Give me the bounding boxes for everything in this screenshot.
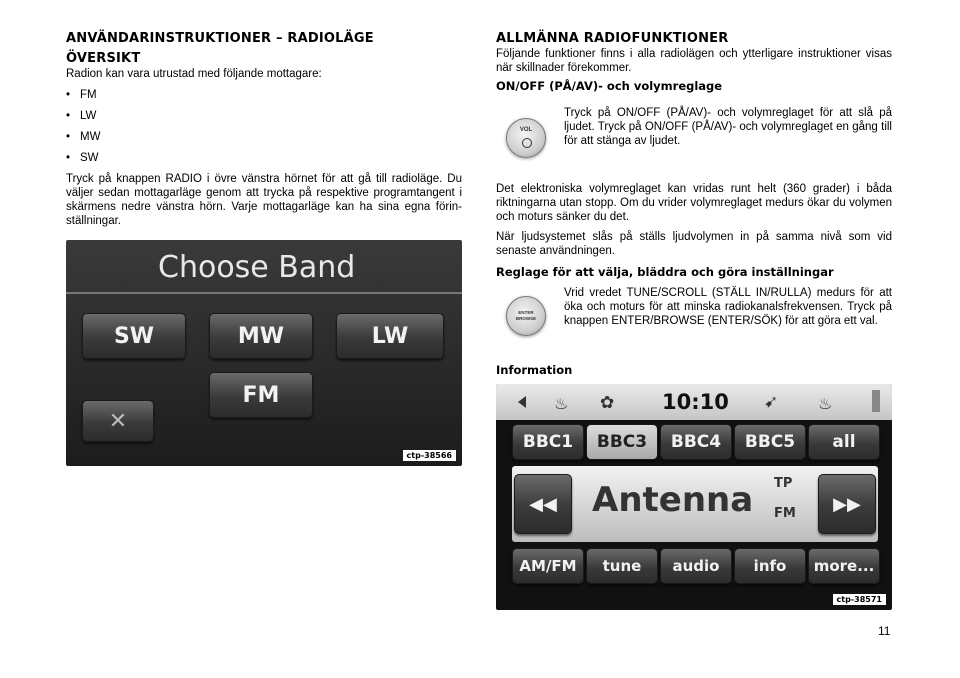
section-title: ALLMÄNNA RADIOFUNKTIONER <box>496 31 729 46</box>
intro-text: Radion kan vara utrustad med följande mottagare: <box>66 68 322 80</box>
volume-knob-icon: VOL <box>506 118 546 158</box>
climate-icon[interactable]: ➹ <box>764 392 779 411</box>
enter-browse-knob-icon: ENTER BROWSE <box>506 296 546 336</box>
clock-time: 10:10 <box>662 390 729 414</box>
volume-paragraph: Det elektroniska volymreglaget kan vridas runt helt (360 grader) i båda riktningarna utan stopp. Om du vrider volymreglaget medurs ökar du volymen och moturs sänker du det. <box>496 183 892 223</box>
tune-button[interactable]: tune <box>586 548 658 584</box>
choose-band-image <box>66 240 462 466</box>
information-heading: Information <box>496 363 573 377</box>
close-icon[interactable]: ✕ <box>82 400 154 442</box>
more-button[interactable]: more... <box>808 548 880 584</box>
onoff-heading: ON/OFF (PÅ/AV)- och volymreglage <box>496 79 723 93</box>
choose-band-title: Choose Band <box>158 250 356 285</box>
scroll-up-icon[interactable] <box>872 390 880 412</box>
intro-text: Följande funktioner finns i alla radiolägen och ytterligare instruktioner visas när skillnader förekommer. <box>496 48 892 74</box>
section-subtitle: ÖVERSIKT <box>66 51 141 66</box>
tp-indicator: TP <box>774 476 793 491</box>
fan-icon[interactable]: ✿ <box>600 393 615 412</box>
all-presets-button[interactable]: all <box>808 424 880 460</box>
lw-button[interactable]: LW <box>336 313 444 359</box>
page-number: 11 <box>878 624 891 638</box>
left-column <box>66 30 462 228</box>
seat-icon[interactable]: ♨ <box>818 396 833 413</box>
info-button[interactable]: info <box>734 548 806 584</box>
seat-heat-icon[interactable]: ♨ <box>554 396 569 413</box>
preset-button[interactable]: BBC5 <box>734 424 806 460</box>
list-item: • SW <box>66 152 99 164</box>
body-text: Tryck på knappen RADIO i övre vänstra hörnet för att gå till radioläge. Du väljer sedan mottagarläge genom att trycka på respektive programtangent i skärmens nedre vänstra hörn. Varje mottagarläge kan ha sina egna förinställningar. <box>66 173 462 227</box>
am-fm-button[interactable]: AM/FM <box>512 548 584 584</box>
tune-heading: Reglage för att välja, bläddra och göra inställningar <box>496 265 834 279</box>
status-bar <box>496 384 892 420</box>
seek-back-button[interactable]: ◀◀ <box>514 474 572 534</box>
band-indicator: FM <box>774 506 796 521</box>
image-ref-tag: ctp-38566 <box>403 450 456 461</box>
image-ref-tag: ctp-38571 <box>833 594 886 605</box>
tune-text: Vrid vredet TUNE/SCROLL (STÄLL IN/RULLA) medurs för att öka och moturs för att minska radiokanalsfrekvensen. Tryck på knappen ENTER/BROWSE (ENTER/SÖK) för att göra ett val. <box>564 287 892 327</box>
list-item: • FM <box>66 89 97 101</box>
fm-button[interactable]: FM <box>209 372 313 418</box>
sw-button[interactable]: SW <box>82 313 186 359</box>
seek-forward-button[interactable]: ▶▶ <box>818 474 876 534</box>
right-column <box>496 30 892 94</box>
audio-button[interactable]: audio <box>660 548 732 584</box>
mw-button[interactable]: MW <box>209 313 313 359</box>
station-name: Antenna <box>592 480 754 520</box>
list-item: • MW <box>66 131 101 143</box>
volume-memory-paragraph: När ljudsystemet slås på ställs ljudvolymen in på samma nivå som vid senaste användningen. <box>496 231 892 257</box>
preset-button[interactable]: BBC3 <box>586 424 658 460</box>
list-item: • LW <box>66 110 97 122</box>
preset-button[interactable]: BBC4 <box>660 424 732 460</box>
section-title: ANVÄNDARINSTRUKTIONER – RADIOLÄGE <box>66 31 374 46</box>
preset-button[interactable]: BBC1 <box>512 424 584 460</box>
speaker-icon[interactable] <box>518 396 526 408</box>
onoff-text: Tryck på ON/OFF (PÅ/AV)- och volymreglaget för att slå på ljudet. Tryck på ON/OFF (PÅ/AV)- och volymreglaget en gång till för att stänga av ljudet. <box>564 107 892 147</box>
radio-info-image <box>496 384 892 610</box>
